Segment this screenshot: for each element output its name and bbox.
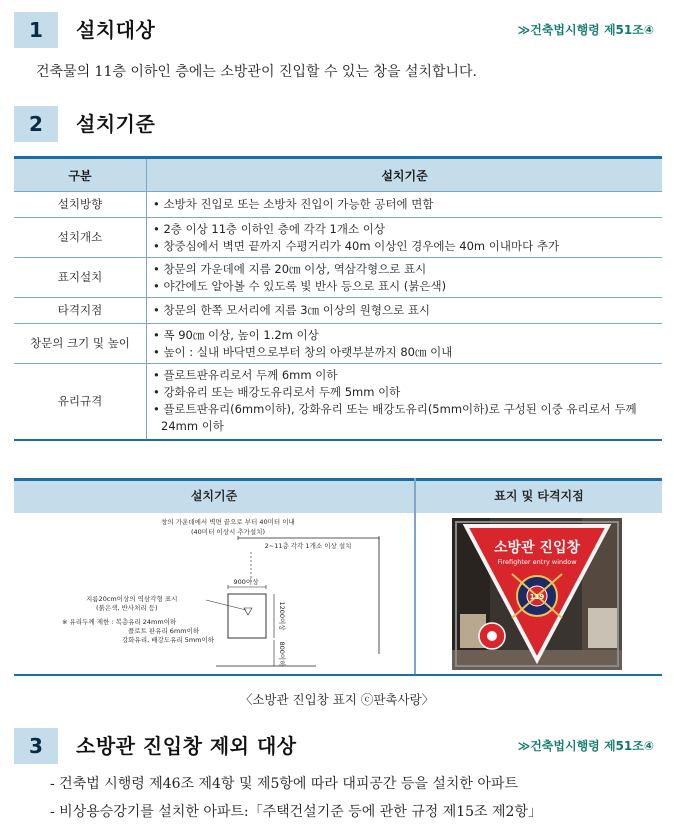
diagram-note: (40미터 이상시 추가설치) xyxy=(191,528,265,536)
bullet-item: • 플로트판유리로서 두께 6mm 이하 xyxy=(153,368,338,383)
section-number: 1 xyxy=(14,12,58,48)
section-number: 3 xyxy=(14,728,58,764)
row-standard xyxy=(147,324,663,364)
row-standard xyxy=(147,364,663,440)
diagram-note: 2~11층 각각 1개소 이상 설치 xyxy=(264,542,352,550)
table-row xyxy=(14,258,662,298)
table-row xyxy=(14,298,662,324)
glass-note: 강화유리, 배강도유리 5mm이하 xyxy=(122,636,215,644)
row-category: 창문의 크기 및 높이 xyxy=(14,324,147,364)
triangle-mark-icon xyxy=(244,608,252,615)
section-title: 설치대상 xyxy=(76,18,156,42)
header-standard: 설치기준 xyxy=(147,158,663,192)
strike-point-icon xyxy=(479,623,505,649)
row-category: 타격지점 xyxy=(14,298,147,324)
figure-table xyxy=(14,478,662,676)
standards-table xyxy=(14,156,662,441)
law-reference: ≫건축법시행령 제51조④ xyxy=(517,23,654,37)
bullet-item: • 소방차 진입로 또는 소방차 진입이 가능한 공터에 면함 xyxy=(153,197,434,211)
mark-note: (붉은색, 반사처리 등) xyxy=(96,604,158,612)
section-title: 소방관 진입창 제외 대상 xyxy=(76,734,297,758)
entry-window-sign-photo xyxy=(452,518,622,670)
law-reference: ≫건축법시행령 제51조④ xyxy=(517,739,654,753)
bullet-item: • 창중심에서 벽면 끝까지 수평거리가 40m 이상인 경우에는 40m 이내마다 추가 xyxy=(153,238,560,253)
row-category: 유리규격 xyxy=(14,364,147,440)
section-header-3 xyxy=(14,728,660,764)
exclusion-item: - 비상용승강기를 설치한 아파트:「주택건설기준 등에 관한 규정 제15조 제2항」 xyxy=(50,804,542,820)
row-category: 표지설치 xyxy=(14,258,147,298)
figure-header-sign: 표지 및 타격지점 xyxy=(416,478,662,513)
diagram-note: 창의 가운데에서 벽면 끝으로 부터 40미터 이내 xyxy=(161,518,295,526)
row-standard xyxy=(147,192,663,218)
row-standard xyxy=(147,298,663,324)
height-label: 1200이상 xyxy=(278,601,286,631)
section-header-2 xyxy=(14,106,660,142)
bullet-item: • 창문의 가운데에 지름 20㎝ 이상, 역삼각형으로 표시 xyxy=(153,261,427,276)
section-header-1 xyxy=(14,12,660,48)
window-outline xyxy=(228,594,266,638)
table-row xyxy=(14,218,662,258)
sill-label: 800이하 xyxy=(278,641,286,667)
glass-note: ※ 유리두께 제한 : 복층유리 24mm이하 xyxy=(62,618,177,626)
row-category: 설치개소 xyxy=(14,218,147,258)
bullet-item: • 야간에도 알아볼 수 있도록 빛 반사 등으로 표시 (붉은색) xyxy=(153,278,447,293)
table-row xyxy=(14,364,662,440)
width-label: 900이상 xyxy=(233,578,259,586)
mark-note: 지름20cm이상의 역삼각형 표시 xyxy=(86,595,178,603)
bullet-item: • 강화유리 또는 배강도유리로서 두께 5mm 이하 xyxy=(153,385,401,400)
glass-note: 플로트 판유리 6mm이하 xyxy=(128,627,200,635)
row-standard xyxy=(147,258,663,298)
installation-diagram xyxy=(16,514,412,672)
bullet-item: • 높이 : 실내 바닥면으로부터 창의 아랫부분까지 80㎝ 이내 xyxy=(153,344,453,359)
bullet-item: • 플로트판유리(6mm이하), 강화유리 또는 배강도유리(5mm이하)로 구성된 이중 유리로서 두께 24mm 이하 xyxy=(153,402,637,434)
section-number: 2 xyxy=(14,106,58,142)
fire-emblem-icon xyxy=(512,574,562,618)
table-row xyxy=(14,192,662,218)
bullet-item: • 2층 이상 11층 이하인 층에 각각 1개소 이상 xyxy=(153,221,385,236)
exclusion-item: - 건축법 시행령 제46조 제4항 및 제5항에 따라 대피공간 등을 설치한 아파트 xyxy=(50,776,518,792)
bullet-item: • 폭 90㎝ 이상, 높이 1.2m 이상 xyxy=(153,327,319,342)
row-category: 설치방향 xyxy=(14,192,147,218)
figure-header-standard: 설치기준 xyxy=(14,478,414,513)
section-title: 설치기준 xyxy=(76,112,156,136)
figure-divider xyxy=(414,478,416,674)
header-category: 구분 xyxy=(14,158,147,192)
sign-subtitle: Firefighter entry window xyxy=(497,558,577,566)
intro-text: 건축물의 11층 이하인 층에는 소방관이 진입할 수 있는 창을 설치합니다. xyxy=(36,64,477,80)
emblem-text: 119 xyxy=(529,593,545,601)
sign-title: 소방관 진입창 xyxy=(493,540,581,556)
table-row xyxy=(14,324,662,364)
figure-caption: 〈소방관 진입창 표지 ⓒ판촉사랑〉 xyxy=(239,692,435,707)
bullet-item: • 창문의 한쪽 모서리에 지름 3㎝ 이상의 원형으로 표시 xyxy=(153,303,431,317)
row-standard xyxy=(147,218,663,258)
